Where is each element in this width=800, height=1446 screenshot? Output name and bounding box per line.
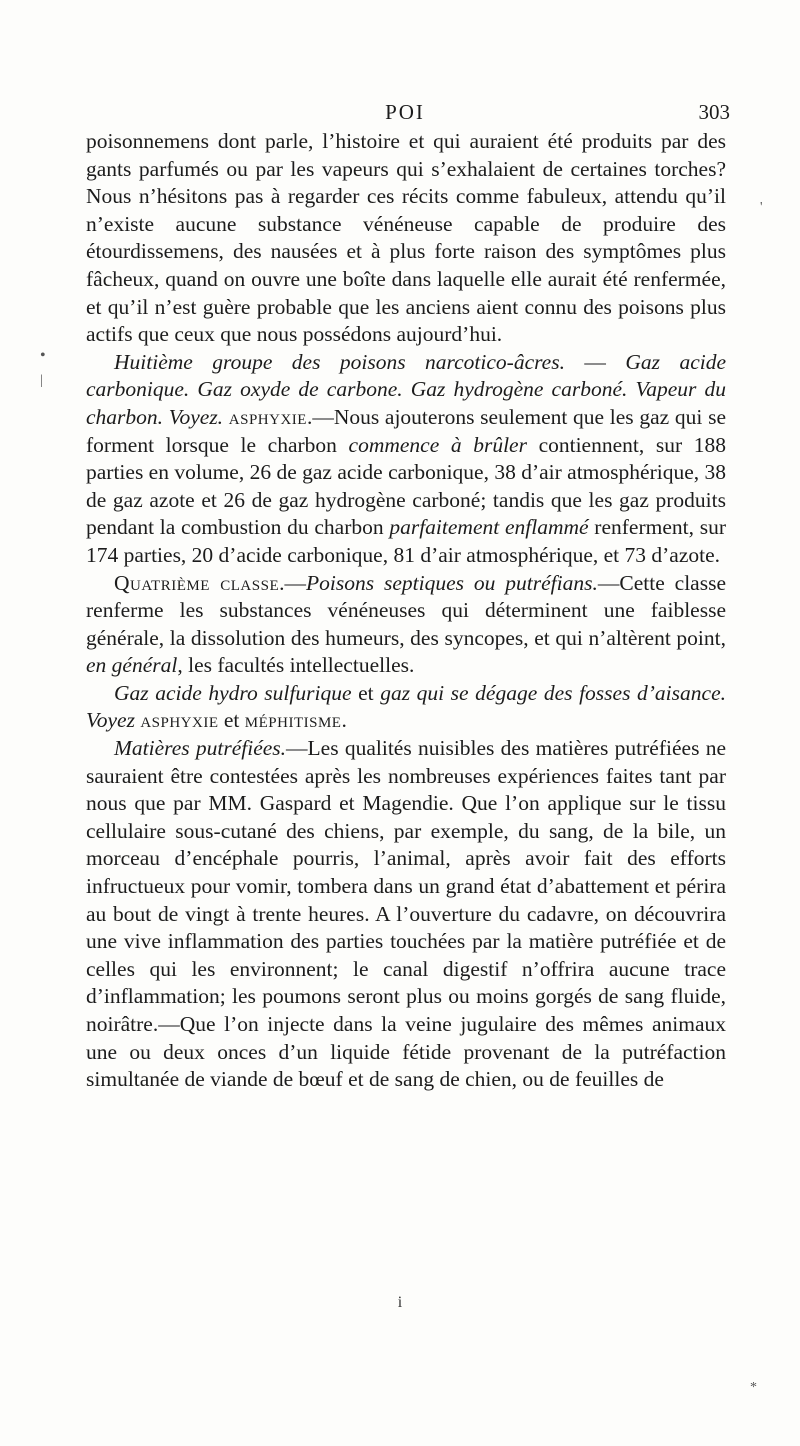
text-run: en général (86, 653, 178, 678)
text-run: Quatrième classe (114, 570, 280, 595)
text-run: Gaz acide hydro sulfurique (114, 680, 352, 705)
text-run: gaz qui se dégage des fosses d’aisance. Voyez (86, 680, 726, 733)
margin-dot: • (40, 347, 46, 364)
text-run: . (341, 708, 347, 733)
text-run: et (218, 708, 245, 733)
paragraph (86, 680, 726, 735)
text-run: Matières putréfiées. (114, 736, 287, 761)
paragraph (86, 570, 726, 680)
running-title: POI (385, 100, 425, 124)
text-run: Huitième groupe des poisons narcotico-âcres. (114, 349, 565, 374)
paragraph (86, 128, 726, 349)
signature-mark: i (397, 1294, 403, 1311)
margin-asterisk: * (750, 1380, 757, 1395)
text-run: poisonnemens dont parle, l’histoire et qui auraient été produits par des gants parfumés ou par les vapeurs qui s’exhalaient de certaines torches? Nous n’hésitons pas à regarder ces récits comme fabuleux, attendu qu’il n’existe aucune substance vénéneuse capable de produire des étourdissemens, des nausées et à plus forte raison des symptômes plus fâcheux, quand on ouvre une boîte dans laquelle elle aurait été renfermée, et qu’il n’est guère probable que les anciens aient connu des poisons plus actifs que ceux que nous possédons aujourd’hui. (86, 129, 726, 347)
text-run: Poisons septiques ou putréfians. (305, 570, 598, 595)
text-run: méphitisme (244, 708, 342, 733)
text-run: commence à brûler (348, 432, 527, 457)
page-number: 303 (698, 100, 730, 124)
text-run: asphyxie (228, 404, 307, 429)
text-run: .— (279, 570, 306, 595)
text-run: , les facultés intellectuelles. (177, 653, 415, 678)
text-run: parfaitement enflammé (389, 515, 589, 540)
margin-tick: ' (760, 200, 763, 215)
text-run: —Les qualités nuisibles des matières putréfiées ne sauraient être contestées après les nombreuses expériences faites tant par nous que par MM. Gaspard et Magendie. Que l’on applique sur le tissu cellulaire sous-cutané des chiens, par exemple, du sang, de la bile, un morceau d’encéphale pourris, l’animal, après avoir fait des efforts infructueux pour vomir, tombera dans un grand état d’abattement et périra au bout de vingt à trente heures. A l’ouverture du cadavre, on découvrira une vive inflammation des parties touchées par la matière putréfiée et de celles qui les environnent; le canal digestif n’offrira aucune trace d’inflammation; les poumons seront plus ou moins gorgés de sang fluide, noirâtre.—Que l’on injecte dans la veine jugulaire des mêmes animaux une ou deux onces d’un liquide fétide provenant de la putréfaction simultanée de viande de bœuf et de sang de chien, ou de feuilles de (86, 736, 726, 1092)
paragraph (86, 735, 726, 1094)
text-run: Gaz acide carbonique. Gaz oxyde de carbone. Gaz hydrogène carboné. Vapeur du charbon. Voyez. (86, 349, 727, 429)
text-run: contiennent, sur 188 parties en volume, 26 de gaz acide carbonique, 38 d’air atmosphérique, 38 de gaz azote et 26 de gaz hydrogène carboné; tandis que les gaz produits pendant la combustion du charbon (86, 432, 726, 540)
text-run: .—Nous ajouterons seulement que les gaz qui se forment lorsque le charbon (86, 404, 726, 457)
text-run: renferment, sur 174 parties, 20 d’acide carbonique, 81 d’air atmosphérique, et 73 d’azote. (86, 515, 726, 567)
text-run: — (564, 349, 626, 374)
text-run: asphyxie (140, 708, 219, 733)
text-run: —Cette classe renferme les substances vénéneuses qui déterminent une faiblesse générale, la dissolution des humeurs, des syncopes, et qui n’altèrent point, (86, 570, 726, 650)
paragraph (86, 349, 726, 570)
margin-tick: | (40, 373, 43, 388)
text-run: et (351, 680, 381, 705)
body-text (86, 128, 726, 1094)
